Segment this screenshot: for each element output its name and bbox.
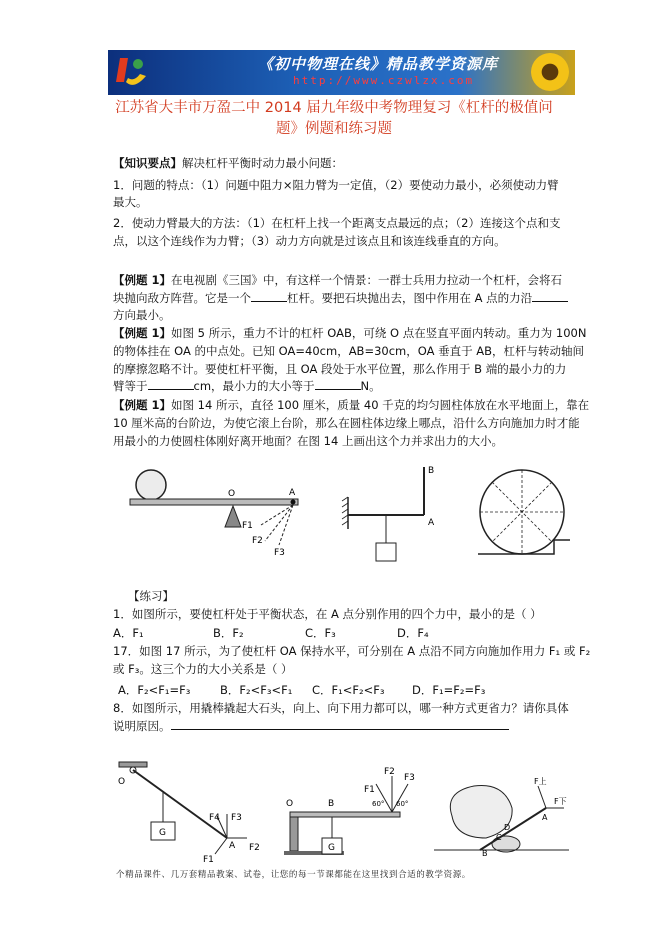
knowledge-point-1b: 最大。 — [113, 195, 148, 209]
label-f-up: F上 — [534, 777, 547, 786]
answer-blank[interactable] — [315, 378, 361, 390]
label-a: A — [542, 813, 548, 822]
label-f1: F1 — [242, 521, 253, 531]
label-angle-right: 60° — [396, 800, 409, 808]
inclined-lever-figure — [115, 758, 265, 868]
label-angle-left: 60° — [372, 800, 385, 808]
label-o: O — [118, 777, 126, 787]
label-o: O — [228, 489, 236, 499]
banner-title: 《初中物理在线》精品教学资源库 — [258, 55, 499, 73]
label-c: C — [496, 833, 502, 842]
label-f2: F2 — [384, 767, 395, 777]
answer-blank[interactable] — [171, 718, 509, 730]
label-o: O — [286, 799, 294, 809]
bent-lever-figure — [338, 457, 463, 577]
horizontal-lever-figure — [280, 762, 420, 862]
label-f3: F3 — [274, 548, 285, 558]
label-f1: F1 — [203, 855, 214, 865]
q17-option-c[interactable]: C．F₁<F₂<F₃ — [312, 683, 385, 697]
lever-bar — [133, 770, 227, 838]
fulcrum-triangle — [225, 506, 241, 527]
q17-option-b[interactable]: B．F₂<F₃<F₁ — [220, 683, 293, 697]
label-g: G — [328, 843, 335, 853]
label-f1: F1 — [364, 785, 375, 795]
hanging-weight — [376, 543, 396, 561]
q1-option-a[interactable]: A．F₁ — [113, 626, 144, 640]
practice-q8-line2: 说明原因。 — [113, 718, 509, 735]
practice-q8-line1: 8．如图所示，用撬棒撬起大石头，向上、向下用力都可以，哪一种方式更省力？请你具体 — [113, 701, 569, 715]
example1-line3: 方向最小。 — [113, 308, 171, 322]
label-f3: F3 — [231, 813, 242, 823]
label-b: B — [482, 849, 488, 857]
example2-line2: 的物体挂在 OA 的中点处。已知 OA=40cm，AB=30cm，OA 垂直于 AB，杠杆与转动轴间 — [113, 344, 585, 358]
label-a: A — [428, 518, 435, 528]
example3-line1: 【例题 1】如图 14 所示，直径 100 厘米，质量 40 千克的均匀圆柱体放在水平地面上，靠在 — [113, 398, 590, 412]
example1-line2: 块抛向敌方阵营。它是一个 杠杆。要把石块抛出去，图中作用在 A 点的力沿 — [113, 290, 568, 307]
q17-option-a[interactable]: A．F₂<F₁=F₃ — [118, 683, 191, 697]
site-logo-icon — [114, 54, 148, 90]
practice-label: 【练习】 — [128, 589, 174, 603]
footer-text: 个精品课件、几万套精品教案、试卷，让您的每一节课都能在这里找到合适的教学资源。 — [116, 870, 471, 880]
example2-line1: 【例题 1】如图 5 所示，重力不计的杠杆 OAB，可绕 O 点在竖直平面内转动。重力为 100N — [113, 326, 587, 340]
label-f2: F2 — [252, 536, 263, 546]
answer-blank[interactable] — [251, 290, 287, 302]
stone — [450, 785, 512, 838]
practice-q17-line1: 17．如图 17 所示，为了使杠杆 OA 保持水平，可分别在 A 点沿不同方向施加作用力 F₁ 或 F₂ — [113, 644, 591, 658]
example2-line3: 的摩擦忽略不计。要使杠杆平衡，且 OA 段处于水平位置，那么作用于 B 端的最小力的力 — [113, 362, 567, 376]
label-d: D — [504, 823, 511, 832]
knowledge-point-2a: 2．使动力臂最大的方法：（1）在杠杆上找一个距离支点最远的点；（2）连接这个点和支 — [113, 216, 561, 230]
label-a: A — [289, 488, 296, 498]
crowbar-stone-figure — [434, 772, 569, 857]
q1-option-c[interactable]: C．F₃ — [305, 626, 336, 640]
knowledge-point-1a: 1．问题的特点：（1）问题中阻力×阻力臂为一定值，（2）要使动力最小，必须使动力臂 — [113, 178, 559, 192]
knowledge-point-2b: 点，以这个连线作为力臂；（3）动力方向就是过该点且和该连线垂直的方向。 — [113, 234, 506, 248]
example1-line1: 【例题 1】在电视剧《三国》中，有这样一个情景：一群士兵用力拉动一个杠杆，会将石 — [113, 273, 563, 287]
example2-line4: 臂等于 cm，最小力的大小等于 N。 — [113, 379, 381, 393]
banner-url: http://www.czwlzx.com — [293, 74, 475, 87]
label-g: G — [159, 828, 166, 838]
ball — [136, 470, 166, 500]
label-f4: F4 — [209, 813, 220, 823]
practice-q17-line2: 或 F₃。这三个力的大小关系是（ ） — [113, 662, 293, 676]
example3-line2: 10 厘米高的台阶边，为使它滚上台阶，那么在圆柱体边缘上哪点，沿什么方向施加力时才能 — [113, 416, 580, 430]
label-a: A — [229, 841, 236, 851]
lever-bar — [130, 499, 298, 505]
knowledge-heading: 【知识要点】解决杠杆平衡时动力最小问题： — [113, 156, 343, 170]
q1-option-d[interactable]: D．F₄ — [397, 626, 429, 640]
cylinder-step-figure — [478, 462, 570, 562]
label-f-down: F下 — [554, 797, 567, 806]
answer-blank[interactable] — [532, 290, 568, 302]
label-b: B — [428, 466, 435, 476]
label-f3: F3 — [404, 773, 415, 783]
lever-ball-figure — [125, 455, 310, 560]
lever-bar — [290, 812, 400, 817]
q17-option-d[interactable]: D．F₁=F₂=F₃ — [412, 683, 486, 697]
practice-q1: 1．如图所示，要使杠杆处于平衡状态，在 A 点分别作用的四个力中，最小的是（ ） — [113, 607, 542, 621]
q1-option-b[interactable]: B．F₂ — [213, 626, 244, 640]
site-banner — [108, 50, 575, 95]
label-b: B — [328, 799, 335, 809]
answer-blank[interactable] — [148, 378, 194, 390]
sunflower-icon — [531, 53, 569, 91]
label-f2: F2 — [249, 843, 260, 853]
example3-line3: 用最小的力使圆柱体刚好离开地面？在图 14 上画出这个力并求出力的大小。 — [113, 434, 503, 448]
page-title: 江苏省大丰市万盈二中 2014 届九年级中考物理复习《杠杆的极值问 题》例题和练习题 — [115, 100, 553, 137]
